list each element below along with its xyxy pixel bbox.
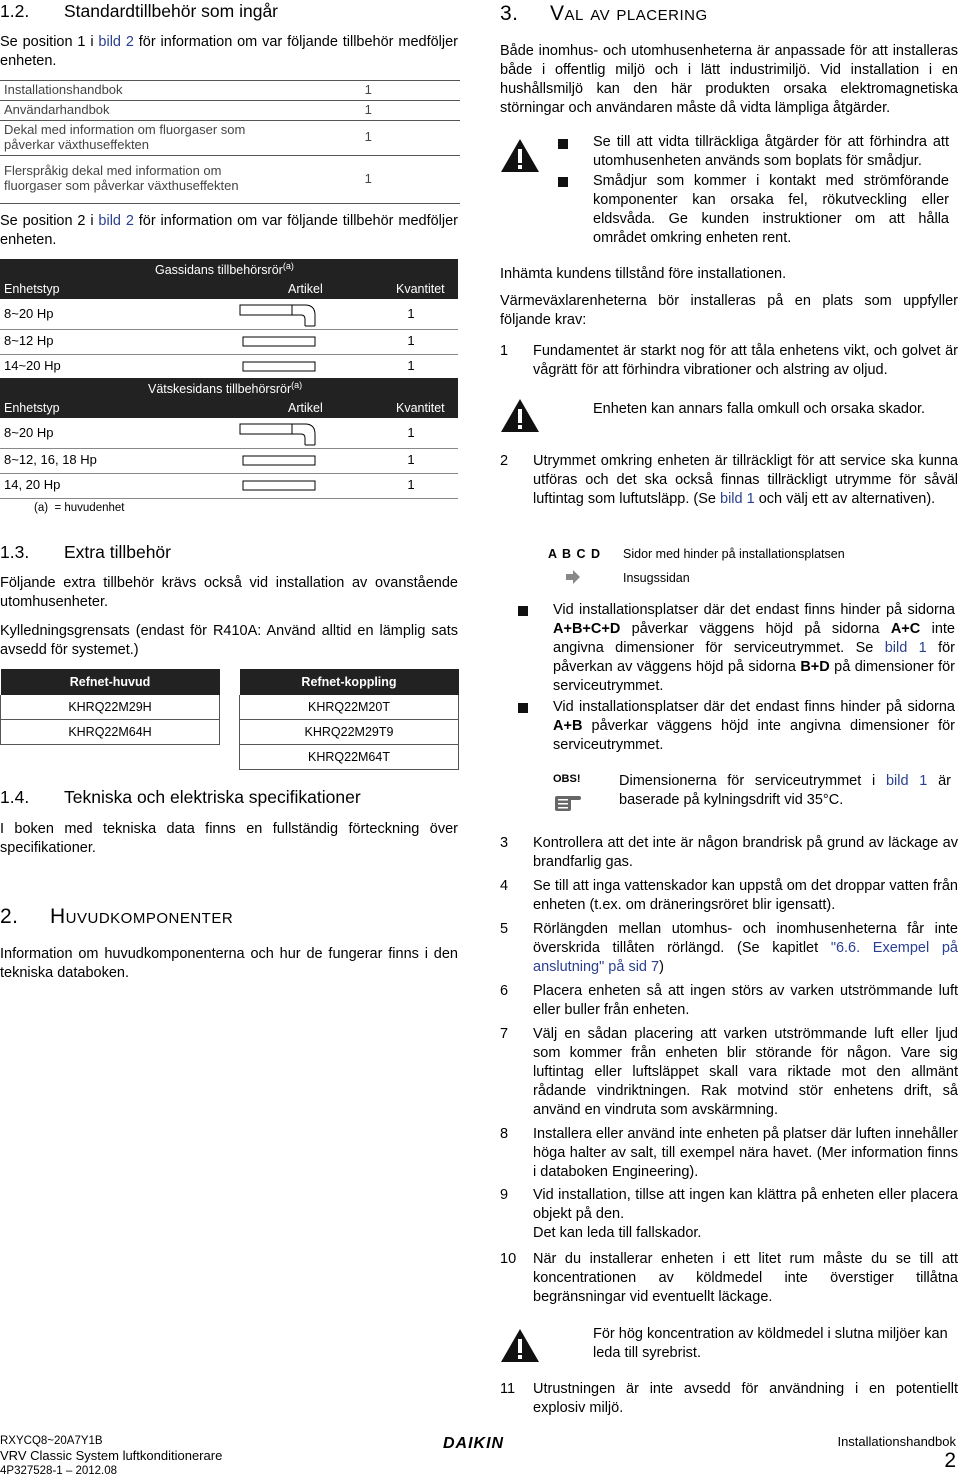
- list-item: 6 Placera enheten så att ingen störs av varken utströmmande luft eller buller från enheten.: [500, 983, 958, 1018]
- col-article: Artikel: [288, 401, 323, 415]
- warning-text-3: För hög koncentration av köldmedel i slutna miljöer kan leda till syrebrist.: [593, 1326, 948, 1361]
- bild-2-link[interactable]: bild 2: [98, 213, 134, 229]
- s2-paragraph: Information om huvudkomponenterna och hur de fungerar finns i den tekniska databoken.: [0, 946, 458, 981]
- s13-paragraph-1: Följande extra tillbehör krävs också vid installation av ovanstående utomhusenheter.: [0, 575, 458, 610]
- list-item: 5 Rörlängden mellan utomhus- och inomhusenheterna får inte överskrida tillåten rörlängd. (Se kapitlet "6.6. Exempel på anslutning" på sid 7): [500, 921, 958, 975]
- table-row: 14, 20 Hp 1: [0, 473, 458, 499]
- included-documents-table: [0, 80, 460, 204]
- table-row: Användarhandbok 1: [0, 100, 460, 120]
- straight-pipe-icon: [194, 479, 364, 493]
- intake-arrow-icon: [566, 570, 580, 590]
- bullet-ab: Vid installationsplatser där det endast finns hinder på sidorna A+B påverkar väggens höjd inte angivna dimensioner för serviceutrymmet.: [553, 699, 955, 753]
- list-item: 1 Fundamentet är starkt nog för att tåla enhetens vikt, och golvet är vågrätt för att förhindra vibrationer och alstring av oljud.: [500, 343, 958, 378]
- s3-paragraph: Både inomhus- och utomhusenheterna är anpassade för att installeras både i offentlig miljö och i lätt industrimiljö. Vid installation i en hushållsmiljö kan den här produkten orsaka elektromagnetiska störningar och användaren måste då vidta lämpliga åtgärder.: [500, 43, 958, 116]
- list-item: 9 Vid installation, tillse att ingen kan klättra på enheten eller placera objekt på den. Det kan leda till fallskador.: [500, 1187, 958, 1241]
- refnet-joint-table: Refnet-koppling KHRQ22M20T KHRQ22M29T9 KHRQ22M64T: [239, 669, 459, 770]
- list-item: 2 Utrymmet omkring enheten är tillräckligt för att service ska kunna utföras och det ska också finnas tillräckligt utrymme för såväl luftintag som luftutsläpp. (Se bild 1 och välj ett av alternativen).: [500, 453, 958, 507]
- col-article: Artikel: [288, 282, 323, 296]
- s12-pos2: Se position 2 i bild 2 för information om var följande tillbehör medföljer enheten.: [0, 213, 458, 248]
- list-item: 3 Kontrollera att det inte är någon brandrisk på grund av läckage av brandfarlig gas.: [500, 835, 958, 870]
- warning-icon: [500, 138, 544, 180]
- daikin-logo: DAIKIN: [443, 1435, 505, 1452]
- section-1-3-heading: 1.3. Extra tillbehör: [0, 542, 171, 562]
- bild-1-link[interactable]: bild 1: [720, 491, 755, 507]
- straight-pipe-icon: [194, 335, 364, 349]
- s12-intro: Se position 1 i bild 2 för information om var följande tillbehör medföljer enheten.: [0, 34, 458, 69]
- straight-pipe-icon: [194, 454, 364, 468]
- section-3-heading: 3. Val av placering: [500, 2, 708, 25]
- warning-bullet-1: Se till att vidta tillräckliga åtgärder för att förhindra att utomhusenheten används som boplats för smådjur.: [593, 134, 949, 169]
- table-row: Installationshandbok 1: [0, 81, 460, 101]
- list-item: 11 Utrustningen är inte avsedd för användning i en potentiellt explosiv miljö.: [500, 1381, 958, 1416]
- requirements-paragraph: Värmeväxlarenheterna bör installeras på en plats som uppfyller följande krav:: [500, 293, 958, 328]
- bullet-abcd: Vid installationsplatser där det endast finns hinder på sidorna A+B+C+D påverkar väggens höjd på sidorna A+C inte angivna dimensioner för serviceutrymmet. Se bild 1 för påverkan av väggens höjd på sidorna B+D på dimensioner för serviceutrymmet.: [553, 602, 956, 694]
- table-row: 14~20 Hp 1: [0, 354, 458, 380]
- gas-table-title: Gassidans tillbehörsrör$^{(a)}$: [155, 261, 294, 278]
- footer-doc-id: 4P327528-1 – 2012.08: [0, 1464, 118, 1477]
- obs-label: OBS!: [553, 773, 581, 785]
- footer-left: [0, 1434, 222, 1478]
- liquid-table-title: Vätskesidans tillbehörsrör$^{(a)}$: [148, 380, 303, 397]
- section-6-6-link[interactable]: "6.6. Exempel på anslutning" på sid 7: [533, 940, 958, 975]
- footer-manual: Installationshandbok: [837, 1434, 956, 1449]
- footnote: (a) = huvudenhet: [34, 502, 125, 514]
- section-1-4-heading: 1.4. Tekniska och elektriska specifikationer: [0, 787, 361, 807]
- bullet: [558, 139, 568, 149]
- col-quantity: Kvantitet: [396, 401, 445, 415]
- bild-1-link[interactable]: bild 1: [884, 640, 927, 656]
- elbow-pipe-icon: [194, 420, 364, 446]
- list-item: 4 Se till att inga vattenskador kan uppstå om det droppar vatten från enheten (t.ex. om dräneringsröret blir igensatt).: [500, 878, 958, 913]
- legend-arrow-text: Insugssidan: [623, 571, 690, 585]
- legend-abcd: A B C D: [548, 547, 602, 561]
- list-item: 7 Välj en sådan placering att varken utströmmande luft eller ljud som kommer från enheten blir störande för någon. Vare sig luftintag eller luftsläppet skall vara riktade mot den allmänt rådande vindriktningen. Rak motvind stör enhetens drift, så använd en vindruta som avskärmning.: [500, 1026, 958, 1118]
- footer-product: VRV Classic System luftkonditionerare: [0, 1448, 223, 1464]
- bullet: [558, 177, 568, 187]
- bullet: [518, 606, 528, 616]
- table-row: 8~20 Hp 1: [0, 299, 458, 330]
- bild-1-link[interactable]: bild 1: [885, 773, 928, 789]
- col-unit-type: Enhetstyp: [4, 282, 60, 296]
- obs-text: Dimensionerna för serviceutrymmet i bild 1 är baserade på kylningsdrift vid 35°C.: [619, 773, 951, 808]
- col-unit-type: Enhetstyp: [4, 401, 60, 415]
- warning-text-2: Enheten kan annars falla omkull och orsaka skador.: [593, 401, 926, 417]
- page-number: 2: [944, 1449, 956, 1472]
- list-item: 10 När du installerar enheten i ett litet rum måste du se till att koncentrationen av köldmedel inte överstiger tillåtna begränsningar vid eventuellt läckage.: [500, 1251, 958, 1305]
- bullet: [518, 703, 528, 713]
- pointing-hand-icon: [554, 790, 582, 818]
- col-quantity: Kvantitet: [396, 282, 445, 296]
- bild-2-link[interactable]: bild 2: [98, 34, 134, 50]
- s13-paragraph-2: Kylledningsgrensats (endast för R410A: Använd alltid en lämplig sats avsedd för systemet.): [0, 623, 458, 658]
- legend-abcd-text: Sidor med hinder på installationsplatsen: [623, 547, 845, 561]
- footer-model: RXYCQ8~20A7Y1B: [0, 1435, 103, 1447]
- section-2-heading: 2. Huvudkomponenter: [0, 905, 234, 928]
- s14-paragraph: I boken med tekniska data finns en fullständig förteckning över specifikationer.: [0, 821, 458, 856]
- permission-paragraph: Inhämta kundens tillstånd före installationen.: [500, 266, 787, 282]
- straight-pipe-icon: [194, 360, 364, 374]
- table-row: Flerspråkig dekal med information om fluorgaser som påverkar växthuseffekten 1: [0, 155, 460, 203]
- warning-icon: [500, 1328, 540, 1370]
- table-row: 8~12, 16, 18 Hp 1: [0, 448, 458, 474]
- table-row: Dekal med information om fluorgaser som påverkar växthuseffekten 1: [0, 120, 460, 155]
- warning-bullet-2: Smådjur som kommer i kontakt med strömförande komponenter kan orsaka fel, rökutveckling eller eldsvåda. Ge kunden instruktioner om att hålla området omkring enheten rent.: [593, 173, 949, 246]
- refnet-head-table: Refnet-huvud KHRQ22M29H KHRQ22M64H: [0, 669, 220, 745]
- list-item: 8 Installera eller använd inte enheten på platser där luften innehåller höga halter av salt, till exempel nära havet. (Mer information finns i databoken Engineering).: [500, 1126, 958, 1180]
- table-row: 8~12 Hp 1: [0, 329, 458, 355]
- section-1-2-heading: 1.2. Standardtillbehör som ingår: [0, 1, 279, 21]
- elbow-pipe-icon: [194, 301, 364, 327]
- table-row: 8~20 Hp 1: [0, 418, 458, 449]
- warning-icon: [500, 398, 540, 440]
